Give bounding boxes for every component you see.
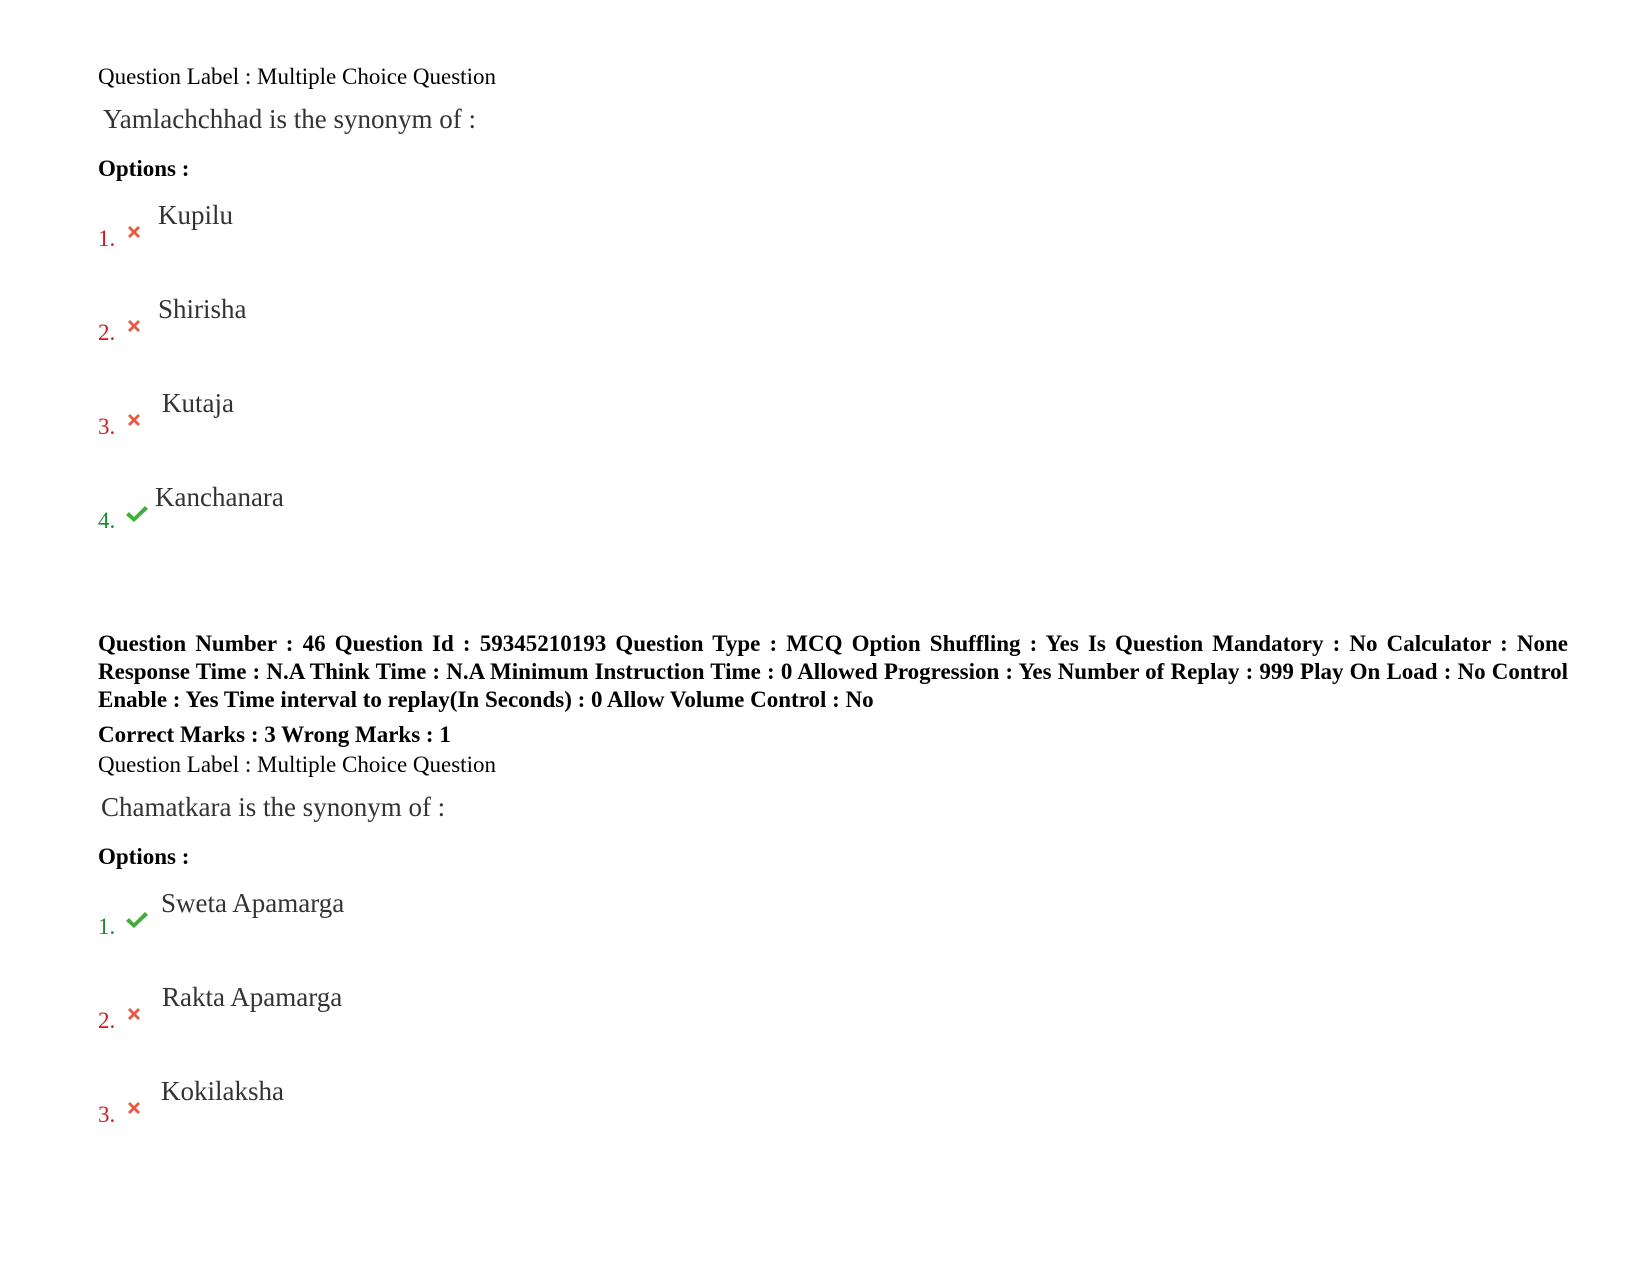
- option-item: [98, 278, 1568, 372]
- question-label: Question Label : Multiple Choice Question: [98, 752, 496, 777]
- cross-icon: [124, 1098, 144, 1118]
- cross-icon: [124, 316, 144, 336]
- question-text: Yamlachchhad is the synonym of :: [103, 104, 476, 134]
- question-block-2: [98, 630, 1568, 1154]
- option-item: [98, 966, 1568, 1060]
- option-text: Sweta Apamarga: [161, 888, 345, 918]
- option-item: [98, 372, 1568, 466]
- option-item: [98, 1060, 1568, 1154]
- option-text: Kupilu: [158, 200, 234, 230]
- options-heading: Options :: [98, 844, 190, 869]
- option-text: Rakta Apamarga: [162, 982, 343, 1012]
- question-marks: Correct Marks : 3 Wrong Marks : 1: [98, 722, 451, 747]
- option-item: [98, 872, 1568, 966]
- option-text: Shirisha: [158, 294, 247, 324]
- option-text: Kokilaksha: [161, 1076, 284, 1106]
- option-number: 2.: [98, 1008, 116, 1033]
- document-page: [98, 62, 1568, 1154]
- options-heading: Options :: [98, 156, 190, 181]
- option-number: 4.: [98, 508, 116, 533]
- option-text: Kutaja: [162, 388, 234, 418]
- question-text: Chamatkara is the synonym of :: [101, 792, 446, 822]
- question-label: Question Label : Multiple Choice Question: [98, 64, 496, 89]
- option-number: 1.: [98, 226, 116, 251]
- check-icon: [124, 504, 150, 524]
- option-number: 3.: [98, 414, 116, 439]
- option-item: [98, 466, 1568, 560]
- option-number: 1.: [98, 914, 116, 939]
- option-number: 2.: [98, 320, 116, 345]
- check-icon: [124, 910, 150, 930]
- option-number: 3.: [98, 1102, 116, 1127]
- cross-icon: [124, 410, 144, 430]
- cross-icon: [124, 222, 144, 242]
- option-text: Kanchanara: [155, 482, 284, 512]
- question-metadata: Question Number : 46 Question Id : 59345210193 Question Type : MCQ Option Shuffling : Yes Is Question Mandatory : No Calculator : None Response Time : N.A Think Time : N.A Minimum Instruction Time : 0 Allowed Progression : Yes Number of Replay : 999 Play On Load : No Control Enable : Yes Time interval to replay(In Seconds) : 0 Allow Volume Control : No: [98, 631, 1568, 712]
- option-item: [98, 184, 1568, 278]
- cross-icon: [124, 1004, 144, 1024]
- question-block-1: [98, 62, 1568, 560]
